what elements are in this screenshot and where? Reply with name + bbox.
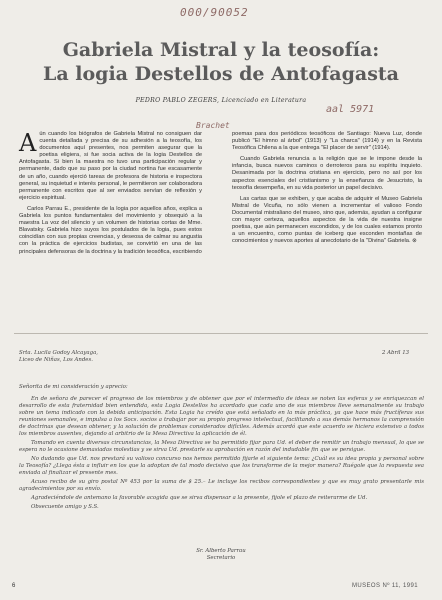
article-title — [0, 38, 442, 86]
title-line-2: La logia Destellos de Antofagasta — [42, 63, 399, 85]
paragraph: poemas para dos periódicos teosóficos de Santiago: Nueva Luz, donde publicó "El himno al árbol" (1913) y "La charca" (1914) y en la Revista Teosófica Chilena a la que entrega "El placer de servir" (1914). — [232, 131, 422, 152]
publication-footer: MUSEOS Nº 11, 1991 — [352, 583, 418, 589]
paragraph: Cuando Gabriela renuncia a la religión que se le impone desde la infancia, busca nuevos caminos o derroteros para su espíritu inquieto. Desanimada por la doctrina cristiana en ejercicio, pero no así por los aspectos esenciales del cristianismo y la enseñanza de Jesucristo, la teosofía desempeña, en su vida posterior un papel decisivo. — [232, 156, 422, 191]
paragraph: ún cuando los biógrafos de Gabriela Mistral no consiguen dar cuenta detallada y precisa de su adhesión a la teosofía, los documentos aquí presentes, nos permiten asegurar que la poetisa eligiera, si fue socia activa de la logia Destellos de Antofagasta. Si bien la maestra no tuvo una participación regular y permanente, dado que su paso por la ciudad nortina fue escasamente de un año, cuando ejerció tareas de profesora de historia e inspectora general, su inquietud e interés personal, le permitieron ser colaboradora permanente con escritos que al ser enviados servían de reflexión y ejercicio espiritual. — [19, 131, 202, 201]
title-line-1: Gabriela Mistral y la teosofía: — [62, 39, 380, 61]
article-column-right — [232, 131, 422, 249]
handwritten-note: Brachet — [196, 121, 230, 130]
letter-paragraph: Agradeciéndole de antemano la favorable acogida que se sirva dispensar a la presente, fijole el plazo de reiterarme de Ud. — [31, 495, 368, 501]
letter-body — [19, 384, 424, 513]
paragraph: Las cartas que se exhiben, y que acaba de adquirir el Museo Gabriela Mistral de Vicuña, no sólo vienen a incrementar el valioso Fondo Documental mistraliano del museo, sino que, además, ayudan a configurar con mayor certeza, aquellos aspectos de la vida de nuestra insigne poetisa, que aún permanecen escondidos, y de los cuales estamos pronto a un encuentro, como puntas de iceberg que esconden montañas de conocimientos y nuevos aportes al anecdotario de la "Divina" Gabriela. ⊗ — [232, 195, 422, 245]
paragraph: Carlos Parrau E., presidente de la logia por aquellos años, explica a Gabriela los puntos fundamentales del movimiento y obsequió a la maestra La voz del silencio y un volumen de historias cortas de Mme. Blavatsky. Gabriela hizo suyos los postulados de la logia, pues estos coincidían con sus propias creencias, y deseosa de calmar su angustia con la práctica de ejercicios budistas, se convirtió en una de las principales defensoras de la doctrina y la tradición teosófica, escribiendo — [19, 205, 202, 255]
letter-closing: Obsecuente amigo y S.S. — [31, 504, 99, 510]
letter-paragraph: Acuso recibo de su giro postal Nº 453 por la suma de $ 25.– Le incluye los recibos correspondientes y que es muy grato presentarle mis agradecimientos por su envío. — [19, 479, 424, 492]
page-number: 6 — [12, 583, 16, 589]
drop-cap: A — [19, 129, 37, 157]
address-line: Liceo de Niñas, Los Andes. — [19, 357, 93, 363]
article-column-left — [19, 131, 202, 260]
letter-paragraph: Tomando en cuenta diversas circunstancias, la Mesa Directiva se ha permitido fijar para Ud. el deber de remitir un trabajo mensual, lo que se espera no le ocasione demasiadas molestias y se sirva Ud. prestarle su aprobación en razón del indudable fin que se persigue. — [19, 440, 424, 453]
article-author: PEDRO PABLO ZEGERS, Licenciado en Literatura — [135, 97, 307, 104]
address-line: Srta. Lucila Godoy Alcayaga, — [19, 350, 99, 356]
letter-salutation: Señorita de mi consideración y aprecio: — [19, 384, 128, 390]
signature-name: Sr. Alberto Parrau — [196, 548, 246, 554]
handwritten-reference: 000/90052 — [180, 6, 249, 19]
handwritten-number: aal 5971 — [326, 104, 375, 115]
section-divider — [14, 333, 428, 334]
letter-paragraph: No dudando que Ud. nos prestará su valioso concurso nos hemos permitido fijarle el siguiente tema: ¿Cuál es su idea propia y personal sobre la Teosofía? ¿Llega ésta a influir en los que la adoptan de tal modo decisivo que los transforme de la mejor manera? Ruégole que la respuesta sea enviada al finalizar el presente mes. — [19, 456, 424, 476]
letter-signature — [0, 548, 442, 562]
signature-title: Secretario — [206, 555, 236, 561]
letter-paragraph: En de señora de parecer el progreso de los miembros y de obtener que por el intermedio de ideas se noten las esferas y se enriquezcan el desarrollo de esta fraternidad bien entendida, esta Logia Destellos ha acordado que cada uno de sus miembros lleve semanalmente su trabajo sobre un tema indicado con la debida anticipación. Esta Logia ha creído que está señalado en la más práctica, ya que hace más fructíferas sus reuniones semanales, e impulsa a los Socs. socios a trabajar por su propio progreso intelectual, facilitando a sus demás hermanos la comprensión de doctrinas que desean obtener, y la solución de problemas considerados difíciles. Además acordó que este acuerdo se hiciera extensivo a todos los miembros ausentes, dejando al arbitrio de la Mesa Directiva la aplicación de él. — [19, 396, 424, 437]
letter-address — [19, 350, 98, 364]
letter-date: 2 Abril 13 — [382, 350, 410, 356]
